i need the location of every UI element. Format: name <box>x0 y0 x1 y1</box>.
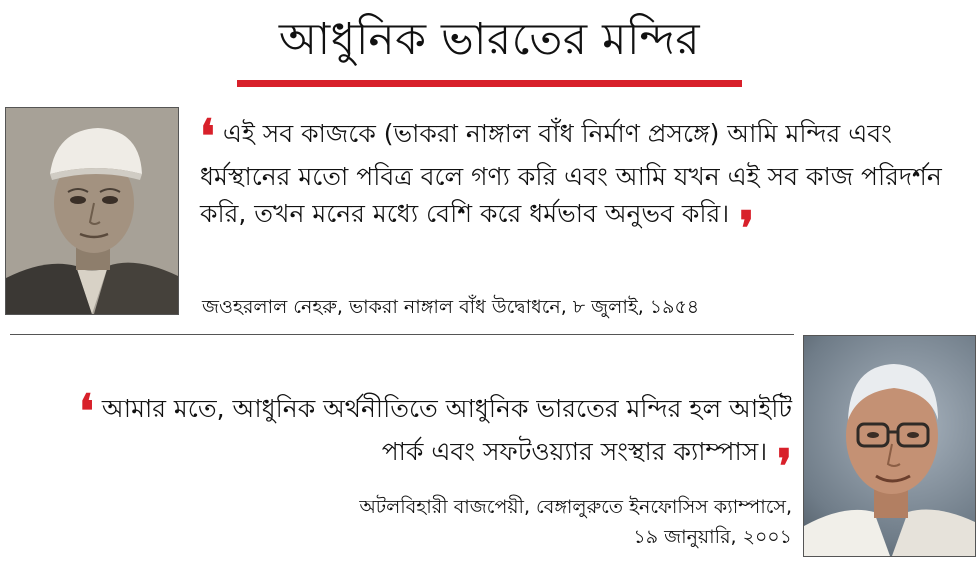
open-quote-mark: ❛ <box>200 109 215 163</box>
section-divider <box>10 334 794 335</box>
nehru-attribution: জওহরলাল নেহরু, ভাকরা নাঙ্গাল বাঁধ উদ্বোধনে, ৮ জুলাই, ১৯৫৪ <box>202 296 700 318</box>
vajpayee-attribution-line1: অটলবিহারী বাজপেয়ী, বেঙ্গালুরুতে ইনফোসিস ক্যাম্পাসে, <box>359 496 792 518</box>
vajpayee-portrait <box>803 335 976 557</box>
vajpayee-quote-text: আমার মতে, আধুনিক অর্থনীতিতে আধুনিক ভারতের মন্দির হল আইটি পার্ক এবং সফটওয়্যার সংস্থার ক্যাম্পাস। <box>101 394 792 466</box>
page-title: আধুনিক ভারতের মন্দির <box>278 14 701 65</box>
vajpayee-attribution-line2: ১৯ জানুয়ারি, ২০০১ <box>633 526 792 548</box>
close-quote-mark: ❜ <box>777 439 792 493</box>
nehru-portrait <box>5 107 179 315</box>
title-underline <box>237 80 742 87</box>
nehru-quote-text: এই সব কাজকে (ভাকরা নাঙ্গাল বাঁধ নির্মাণ প্রসঙ্গে) আমি মন্দির এবং ধর্মস্থানের মতো পবিত্র বলে গণ্য করি এবং আমি যখন এই সব কাজ পরিদর্শন করি, তখন মনের মধ্যে বেশি করে ধর্মভাব অনুভব করি। <box>200 119 942 228</box>
vajpayee-attribution <box>200 492 792 552</box>
close-quote-mark: ❜ <box>739 200 755 255</box>
open-quote-mark: ❛ <box>79 384 94 438</box>
nehru-quote <box>200 109 955 255</box>
vajpayee-quote <box>40 384 792 493</box>
